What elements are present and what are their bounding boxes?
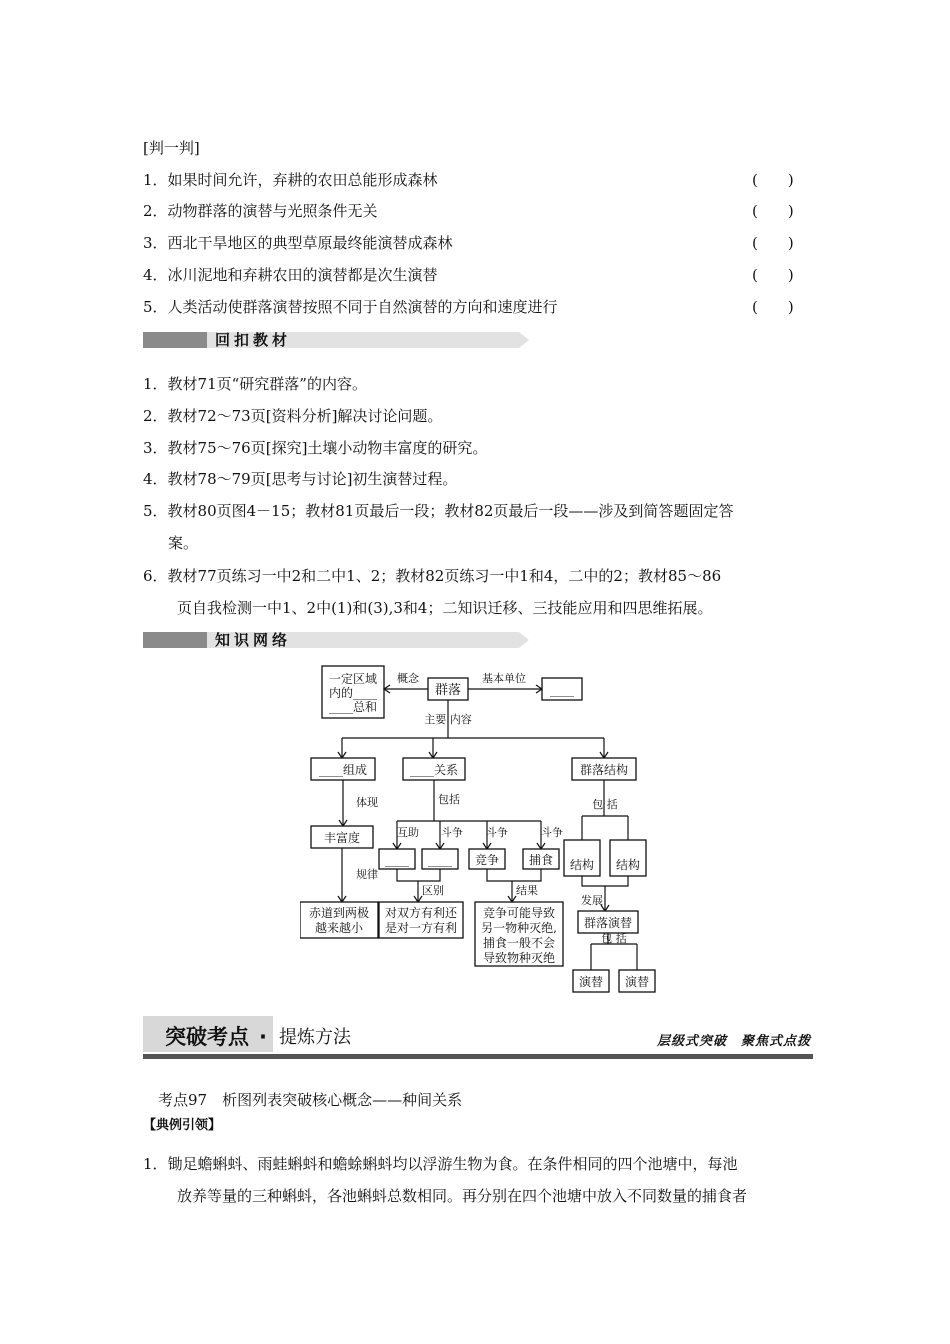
label-struggle-1: 斗争 [441, 826, 463, 839]
judge-item-3: 3．西北干旱地区的典型草原最终能演替成森林 [143, 234, 453, 252]
structure-2-label: 结构 [615, 858, 641, 872]
label-law: 规律 [356, 868, 378, 881]
compete-result-line-1: 竞争可能导致 [482, 906, 556, 920]
banner-rule [143, 1054, 813, 1059]
review-item-4: 4．教材78～79页[思考与讨论]初生演替过程。 [143, 470, 458, 488]
label-include-3: 包 括 [601, 932, 627, 945]
section-bar-network [143, 632, 519, 648]
banner-title-bold: 突破考点 [165, 1025, 249, 1049]
section-title-review: 回扣教材 [215, 331, 292, 349]
label-struggle-3: 斗争 [541, 826, 563, 839]
label-develop: 发展 [581, 894, 603, 907]
judge-item-5: 5．人类活动使群落演替按照不同于自然演替的方向和速度进行 [143, 298, 558, 316]
definition-line-1: 一定区域 [328, 672, 378, 686]
section-title-network: 知识网络 [215, 631, 292, 649]
compete-result-line-3: 捕食一般不会 [482, 936, 556, 950]
question-1-line-1: 1．锄足蟾蝌蚪、雨蛙蝌蚪和蟾蜍蝌蚪均以浮游生物为食。在条件相同的四个池塘中，每池 [143, 1155, 738, 1173]
answer-blank-3[interactable]: ( ) [752, 234, 794, 252]
section-banner [143, 1016, 813, 1060]
judge-item-1: 1．如果时间允许，弃耕的农田总能形成森林 [143, 171, 438, 189]
judge-item-4: 4．冰川泥地和弃耕农田的演替都是次生演替 [143, 266, 438, 284]
review-item-2: 2．教材72～73页[资料分析]解决讨论问题。 [143, 407, 443, 425]
exam-tag: 【典例引领】 [143, 1118, 222, 1133]
exam-topic: 考点97 析图列表突破核心概念——种间关系 [158, 1091, 463, 1109]
label-mutual: 互助 [397, 826, 419, 839]
structure-1-label: 结构 [569, 858, 595, 872]
predation-label: 捕食 [528, 853, 554, 867]
review-item-6-cont: 页自我检测一中1、2中(1)和(3),3和4；二知识迁移、三技能应用和四思维拓展。 [177, 599, 713, 617]
answer-blank-1[interactable]: ( ) [752, 171, 794, 189]
answer-blank-4[interactable]: ( ) [752, 266, 794, 284]
question-1-line-2: 放养等量的三种蝌蚪，各池蝌蚪总数相同。再分别在四个池塘中放入不同数量的捕食者 [177, 1187, 748, 1205]
succession-1-label: 演替 [578, 975, 604, 989]
answer-blank-2[interactable]: ( ) [752, 202, 794, 220]
basic-unit-blank: ____ [550, 683, 574, 697]
blank-b: ____ [428, 853, 452, 867]
knowledge-network-diagram [300, 660, 680, 1005]
gradient-line-1: 赤道到两极 [308, 906, 370, 920]
judge-heading: [判一判] [143, 139, 200, 157]
label-include-1: 包括 [438, 793, 460, 806]
banner-subtitle: 层级式突破 聚焦式点拨 [656, 1034, 811, 1049]
succession-label: 群落演替 [583, 916, 633, 930]
benefit-line-2: 是对一方有利 [384, 921, 458, 935]
compete-result-line-2: 另一物种灭绝, [481, 921, 557, 935]
definition-line-2: 内的____ [328, 686, 378, 700]
label-difference: 区别 [422, 884, 444, 897]
label-result: 结果 [516, 884, 538, 897]
compete-label: 竞争 [474, 853, 500, 867]
review-item-1: 1．教材71页“研究群落”的内容。 [143, 375, 367, 393]
label-main-content: 主要 内容 [424, 713, 472, 726]
review-item-5: 5．教材80页图4－15；教材81页最后一段；教材82页最后一段——涉及到简答题固定答 [143, 502, 734, 520]
succession-2-label: 演替 [624, 975, 650, 989]
label-struggle-2: 斗争 [486, 826, 508, 839]
banner-title-rest: 提炼方法 [279, 1027, 351, 1048]
community-label: 群落 [434, 683, 462, 698]
review-item-5-cont: 案。 [168, 534, 199, 552]
answer-blank-5[interactable]: ( ) [752, 298, 794, 316]
gradient-line-2: 越来越小 [314, 921, 364, 935]
blank-a: ____ [385, 853, 409, 867]
review-item-6: 6．教材77页练习一中2和二中1、2；教材82页练习一中1和4，二中的2；教材85～86 [143, 567, 722, 585]
definition-line-3: ____总和 [328, 700, 378, 714]
compete-result-line-4: 导致物种灭绝 [482, 951, 556, 965]
section-bar-review [143, 332, 519, 348]
label-concept: 概念 [397, 672, 419, 685]
label-embody: 体现 [356, 796, 378, 809]
benefit-line-1: 对双方有利还 [384, 906, 458, 920]
banner-dot: · [259, 1025, 267, 1049]
composition-label: ____组成 [318, 763, 368, 777]
structure-label: 群落结构 [579, 763, 629, 777]
review-item-3: 3．教材75～76页[探究]土壤小动物丰富度的研究。 [143, 439, 488, 457]
judge-item-2: 2．动物群落的演替与光照条件无关 [143, 202, 378, 220]
richness-label: 丰富度 [323, 831, 361, 845]
label-basic-unit: 基本单位 [482, 672, 526, 685]
relation-label: ____关系 [409, 763, 459, 777]
label-include-2: 包 括 [592, 798, 618, 811]
